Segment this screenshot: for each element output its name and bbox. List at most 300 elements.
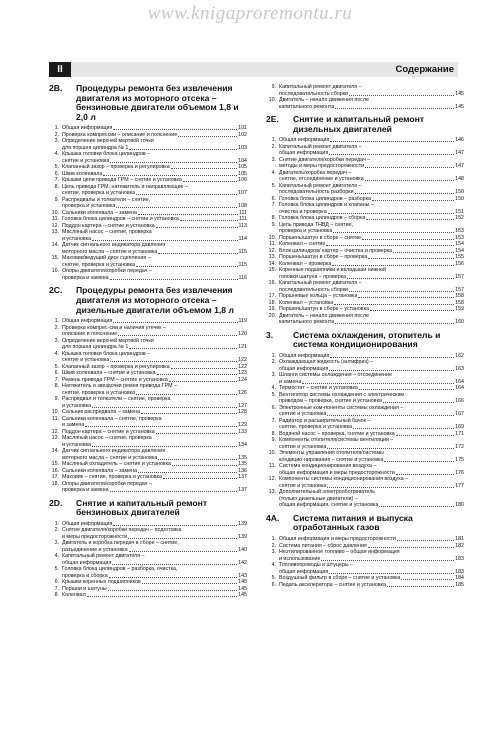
entry-text: Дополнительный электрообогреватель (279, 489, 376, 496)
dot-leader (330, 357, 454, 358)
toc-entry (49, 527, 247, 540)
section-heading (266, 115, 464, 134)
page-number: 142 (238, 559, 247, 566)
entry-text: общая информация, снятие и установка (279, 502, 379, 509)
entry-text: Поршень/шатун в сборе – проверка (279, 254, 368, 261)
entry-text: Маховик/ведущий диск сцепления – (62, 255, 151, 262)
page-number: 158 (455, 299, 464, 306)
entry-body (62, 268, 247, 281)
page-number: 103 (238, 144, 247, 151)
entry-number: 5. (54, 363, 59, 370)
entry-text: Общая информация (279, 352, 330, 359)
dot-leader (366, 219, 454, 220)
dot-leader (396, 474, 454, 475)
dot-leader (355, 193, 455, 194)
entry-text: снятие, проверка и установка (62, 389, 136, 396)
entry-text: Датчик сигнального индикатора давления (62, 242, 166, 249)
chapter-number: II (49, 62, 71, 77)
dot-leader (183, 181, 237, 182)
entry-body (62, 197, 247, 210)
dot-leader (362, 239, 454, 240)
entry-number: 11. (52, 415, 59, 422)
entry-text: Педаль акселератора – снятие и установка (279, 581, 386, 588)
entry-number: 8. (271, 215, 276, 222)
entry-body (279, 405, 464, 418)
page-number: 101 (238, 125, 247, 132)
dot-leader (113, 129, 237, 130)
entry-text: снятие и установка (279, 443, 327, 450)
toc-entry (266, 582, 464, 589)
entry-body (62, 435, 247, 448)
section-title: Система охлаждения, отопитель и система кондиционирования (293, 329, 441, 350)
toc-entry (266, 84, 464, 97)
page-number: 137 (238, 474, 247, 481)
section-heading (266, 514, 464, 533)
page-number: 139 (238, 520, 247, 527)
dot-leader (136, 266, 238, 267)
entry-text: Снятие двигателя/коробки передач – (279, 156, 371, 163)
entry-number: 5. (271, 391, 276, 398)
dot-leader (92, 240, 238, 241)
dot-leader (332, 265, 454, 266)
entry-text: Коленвал – установка (279, 299, 334, 306)
dot-leader (368, 258, 454, 259)
entry-text: Сальники коленвала – замена (62, 209, 137, 216)
page-number: 157 (455, 286, 464, 293)
entry-text: Воздушный фильтр в сборе – снятие и установка (279, 575, 401, 582)
page-number: 111 (238, 209, 247, 216)
page-number: 145 (238, 592, 247, 599)
section-heading (49, 499, 247, 518)
page-number: 177 (455, 482, 464, 489)
page-number: 129 (238, 422, 247, 429)
toc-entry (266, 157, 464, 170)
entry-number: 3. (271, 549, 276, 556)
page-number: 120 (238, 331, 247, 338)
entry-text: Неэтилированное топливо – общая информация (279, 549, 400, 556)
entry-body (279, 489, 464, 509)
entry-text: Компоненты отопителя/системы вентиляции – (279, 437, 394, 444)
entry-text: Распредвалы и толкатели – снятие, (62, 196, 151, 203)
toc-entry (49, 481, 247, 494)
page-number: 122 (238, 363, 247, 370)
page-number: 154 (455, 241, 464, 248)
entry-number: 5. (271, 575, 276, 582)
entry-number: 7. (271, 202, 276, 209)
entry-number: 4. (271, 169, 276, 176)
page-number: 181 (455, 536, 464, 543)
toc-entry (266, 405, 464, 418)
entry-number: 4. (271, 385, 276, 392)
entry-number: 2. (271, 143, 276, 150)
entry-number: 10. (51, 409, 59, 416)
dot-leader (113, 525, 237, 526)
entry-text: Система кондиционирования воздуха – (279, 463, 377, 470)
entry-number: 3. (271, 372, 276, 379)
entry-text: Определение верхней мертвой точки (62, 337, 154, 344)
entry-number: 16. (51, 467, 59, 474)
dot-leader (349, 291, 454, 292)
entry-text: разъединение и установка (62, 546, 128, 553)
dot-leader (393, 252, 454, 253)
entry-last-line (279, 582, 464, 589)
page-number: 183 (455, 555, 464, 562)
entry-body (279, 202, 464, 215)
page-number: 156 (455, 260, 464, 267)
page-number: 102 (238, 131, 247, 138)
dot-leader (327, 415, 454, 416)
page-number: 182 (455, 542, 464, 549)
entry-number: 6. (54, 370, 59, 377)
entry-text: Натяжитель и звездочки ремня привода ГРМ – (62, 383, 177, 390)
page-number: 164 (455, 385, 464, 392)
entry-text: Капитальный ремонт двигателя – (279, 280, 362, 287)
entry-body (279, 549, 464, 562)
entry-number: 3. (271, 156, 276, 163)
entry-number: 2. (271, 359, 276, 366)
entry-text: Головка блока цилиндров – разборка (279, 195, 372, 202)
entry-number: 9. (271, 437, 276, 444)
entry-text: капитального ремонта (279, 319, 335, 326)
entry-number: 7. (54, 177, 59, 184)
section-code: 2E. (266, 114, 279, 124)
entry-text: Поршневые кольца – установка (279, 293, 358, 300)
page-number: 145 (238, 579, 247, 586)
entry-text: Элементы управления отопителя/системы (279, 450, 384, 457)
entry-number: 7. (54, 585, 59, 592)
toc-entry (49, 255, 247, 268)
entry-text: для поршня цилиндра № 1 (62, 344, 129, 351)
page-number: 121 (238, 344, 247, 351)
entry-body (279, 359, 464, 372)
entry-number: 7. (54, 376, 59, 383)
entry-body (62, 242, 247, 255)
entry-text: Головка блока цилиндров – разборка, очистка, (62, 566, 178, 573)
dot-leader (180, 220, 238, 221)
page-number: 126 (238, 389, 247, 396)
entry-number: 12. (268, 247, 276, 254)
toc-entry (266, 222, 464, 235)
entry-text: Клапанный зазор – проверка и регулировка (62, 363, 170, 370)
entry-number: 5. (54, 566, 59, 573)
toc-entry (49, 566, 247, 579)
entry-text: Сальники коленвала – замена (62, 467, 137, 474)
entry-number: 10. (268, 97, 276, 103)
entry-number: 19. (268, 306, 276, 313)
entry-body (279, 267, 464, 280)
page-number: 135 (238, 461, 247, 468)
entry-body (62, 481, 247, 494)
toc-entry (266, 359, 464, 372)
toc-section (266, 514, 464, 588)
entry-text: общая информация (279, 365, 329, 372)
entry-body (62, 184, 247, 197)
entry-text: Термостат – снятие и установка (279, 385, 358, 392)
entry-text: Опоры двигателя/коробки передач – (62, 480, 152, 487)
entry-body (279, 372, 464, 385)
dot-leader (401, 579, 454, 580)
toc-entry (49, 553, 247, 566)
entry-number: 11. (269, 241, 276, 248)
entry-body (279, 313, 464, 326)
page-number: 147 (455, 150, 464, 157)
entry-text: Коленвал (62, 592, 86, 599)
entry-text: снятие, проверка и установка (62, 261, 136, 268)
page-number: 176 (455, 469, 464, 476)
page-number: 127 (238, 402, 247, 409)
entry-text: снятие и установка (279, 411, 327, 418)
toc-entry (266, 170, 464, 183)
entry-number: 3. (54, 540, 59, 547)
toc-section (49, 499, 247, 599)
dot-leader (396, 435, 454, 436)
entry-text: снятие и установка (62, 357, 110, 364)
entry-text: Поддон картера – снятие и установка (62, 428, 155, 435)
entry-text: Цепь привода ТНВД – снятие, (279, 221, 354, 228)
entry-text: Снятие двигателя/коробки передач – подготовка (62, 527, 182, 534)
dot-leader (169, 381, 237, 382)
entry-text: Шланги системы охлаждения – отсоединение (279, 372, 392, 379)
dot-leader (92, 446, 237, 447)
dot-leader (321, 560, 454, 561)
entry-number: 2. (54, 131, 59, 138)
dot-leader (335, 323, 454, 324)
toc-entry (49, 540, 247, 553)
section-heading (266, 331, 464, 350)
entry-text: моторного масла – снятие и установка (62, 454, 158, 461)
page-number: 143 (238, 572, 247, 579)
entry-text: Топливопроводы и штуцеры – (279, 562, 354, 569)
toc-entry (266, 549, 464, 562)
entry-body (279, 562, 464, 575)
page-number: 134 (238, 441, 247, 448)
section-title: Процедуры ремонта без извлечения двигателя из моторного отсека – бензиновые двигатели объемом 1,8 и 2,0 л (76, 83, 239, 122)
page-number: 154 (455, 247, 464, 254)
entry-number: 14. (51, 242, 59, 249)
entry-number: 18. (51, 480, 59, 487)
entry-number: 8. (54, 383, 59, 390)
entry-body (62, 151, 247, 164)
toc-entry (49, 242, 247, 255)
entry-text: Общая информация (62, 520, 113, 527)
toc-section (266, 115, 464, 326)
entry-text: Коренные подшипники и вкладыши нижней (279, 267, 386, 274)
dot-leader (110, 491, 238, 492)
page-number: 136 (238, 467, 247, 474)
entry-body (62, 592, 247, 599)
dot-leader (372, 200, 454, 201)
dot-leader (136, 194, 237, 195)
entry-number: 7. (271, 417, 276, 424)
entry-text: приводом – проверка, снятие и установка (279, 398, 382, 405)
section-code: 3. (266, 329, 274, 340)
entry-number: 4. (54, 350, 59, 357)
entry-number: 6. (271, 195, 276, 202)
toc-entry (49, 383, 247, 396)
page-number: 108 (238, 203, 247, 210)
entry-text: последовательность сборки (279, 90, 349, 97)
entry-text: Общая информация и меры предосторожности (279, 536, 397, 543)
entry-body (279, 463, 464, 476)
entry-body (62, 255, 247, 268)
entry-body (279, 157, 464, 170)
toc-entry (266, 463, 464, 476)
page-number: 106 (238, 177, 247, 184)
toc-entry (266, 437, 464, 450)
toc-section (49, 84, 247, 281)
entry-text: моторного масла – снятие и установка (62, 248, 158, 255)
entry-text: Поршень/шатун в сборе – снятие (279, 234, 362, 241)
dot-leader (138, 472, 237, 473)
page-number: 151 (455, 208, 464, 215)
toc-entry (49, 325, 247, 338)
toc-entry (266, 489, 464, 509)
entry-text: Распредвал и толкатели – снятие, проверка (62, 396, 171, 403)
entry-number: 17. (51, 474, 59, 481)
entry-body (279, 437, 464, 450)
page-number: 172 (455, 443, 464, 450)
toc-entry (266, 476, 464, 489)
entry-number: 15. (51, 461, 59, 468)
watermark: www.knigaproremontu.ru (147, 3, 353, 24)
page-number: 159 (455, 306, 464, 313)
page-number: 140 (238, 546, 247, 553)
entry-text: проверка и установка (279, 228, 333, 235)
entry-number: 9. (54, 396, 59, 403)
toc-entry (49, 396, 247, 409)
entry-body (279, 144, 464, 157)
entry-text: Крышки коренных подшипников (62, 579, 141, 586)
dot-leader (333, 232, 454, 233)
entry-number: 18. (268, 299, 276, 306)
dot-leader (368, 547, 454, 548)
dot-leader (85, 426, 237, 427)
entry-number: 6. (271, 404, 276, 411)
entry-body (62, 325, 247, 338)
entry-text: последовательность разборки (279, 189, 354, 196)
page-number: 175 (455, 456, 464, 463)
entry-text: проверка и установка (62, 203, 116, 210)
entry-body (62, 396, 247, 409)
page-number: 104 (238, 157, 247, 164)
section-heading (49, 84, 247, 122)
entry-last-line (279, 502, 464, 509)
entry-number: 2. (54, 527, 59, 534)
dot-leader (329, 370, 454, 371)
entry-text: общая информация (279, 568, 329, 575)
toc-entry (49, 435, 247, 448)
entry-number: 8. (54, 183, 59, 190)
entry-text: Крышки цепи привода ГРМ – снятие и установка (62, 177, 182, 184)
entry-text: Масляный насос – снятие, проверка (62, 435, 152, 442)
entry-text: Система питания – сброс давления (279, 542, 367, 549)
entry-number: 15. (268, 267, 276, 274)
dot-leader (384, 461, 454, 462)
page-number: 150 (455, 195, 464, 202)
entry-text: описание и пояснение (62, 331, 118, 338)
entry-body (279, 97, 464, 110)
toc-entry (49, 229, 247, 242)
page-number: 105 (238, 170, 247, 177)
entry-body (279, 280, 464, 293)
toc-entry (266, 418, 464, 431)
dot-leader (330, 141, 454, 142)
entry-number: 10. (51, 209, 59, 216)
page-number: 185 (455, 581, 464, 588)
entry-number: 14. (268, 260, 276, 267)
entry-text: Коленвал – снятие (279, 241, 326, 248)
dot-leader (365, 167, 454, 168)
entry-text: Маховик – снятие, проверка и установка (62, 474, 162, 481)
entry-last-line (62, 275, 247, 282)
dot-leader (156, 433, 237, 434)
entry-text: Водяной насос – проверка, снятие и установка (279, 430, 395, 437)
entry-text: Поршень/шатун в сборе – установка (279, 306, 369, 313)
toc-section (49, 286, 247, 493)
toc-entry (49, 416, 247, 429)
toc-entry (49, 197, 247, 210)
toc-left-column (49, 84, 247, 604)
toc-section (266, 331, 464, 509)
entry-text: Проверка компрес-сии и наличия утечек – (62, 324, 167, 331)
page-number: 123 (238, 370, 247, 377)
entry-text: и замена (62, 422, 85, 429)
dot-leader (156, 227, 238, 228)
dot-leader (172, 465, 237, 466)
entry-last-line (279, 104, 464, 111)
toc-entry (266, 183, 464, 196)
entry-number: 11. (269, 463, 276, 470)
toc-entry (49, 151, 247, 164)
entry-text: Цепь привода ГРМ, натяжитель и направляющие – (62, 183, 188, 190)
toc-entry (49, 184, 247, 197)
entry-number: 13. (268, 254, 276, 261)
entry-number: 5. (54, 164, 59, 171)
dot-leader (110, 162, 237, 163)
entry-text: Общая информация (62, 318, 113, 325)
dot-leader (327, 487, 454, 488)
toc-entry (49, 138, 247, 151)
page-number: 180 (455, 502, 464, 509)
section-code: 2C. (49, 285, 63, 296)
entry-text: Поддон картера – снятие и установка (62, 222, 155, 229)
entry-number: 4. (54, 553, 59, 560)
page-number: 133 (238, 428, 247, 435)
section-title: Снятие и капитальный ремонт бензиновых двигателей (76, 497, 208, 518)
toc-entry (266, 267, 464, 280)
toc-entry (266, 280, 464, 293)
dot-leader (108, 590, 237, 591)
page-number: 162 (455, 352, 464, 359)
toc-entry (49, 338, 247, 351)
page-number: 145 (455, 103, 464, 110)
dot-leader (387, 586, 454, 587)
page-number: 184 (455, 575, 464, 582)
dot-leader (129, 551, 238, 552)
toc-entry (266, 392, 464, 405)
toc-entry (266, 313, 464, 326)
entry-text: Ремень привода ГРМ – снятие и установка (62, 376, 168, 383)
entry-number: 12. (51, 222, 59, 229)
dot-leader (327, 448, 454, 449)
page-number: 150 (455, 189, 464, 196)
entry-text: проверка и сборка (62, 572, 108, 579)
entry-body (62, 338, 247, 351)
entry-number: 10. (268, 234, 276, 241)
dot-leader (379, 506, 454, 507)
entry-text: Общая информация (279, 137, 330, 144)
toc-entry (266, 450, 464, 463)
